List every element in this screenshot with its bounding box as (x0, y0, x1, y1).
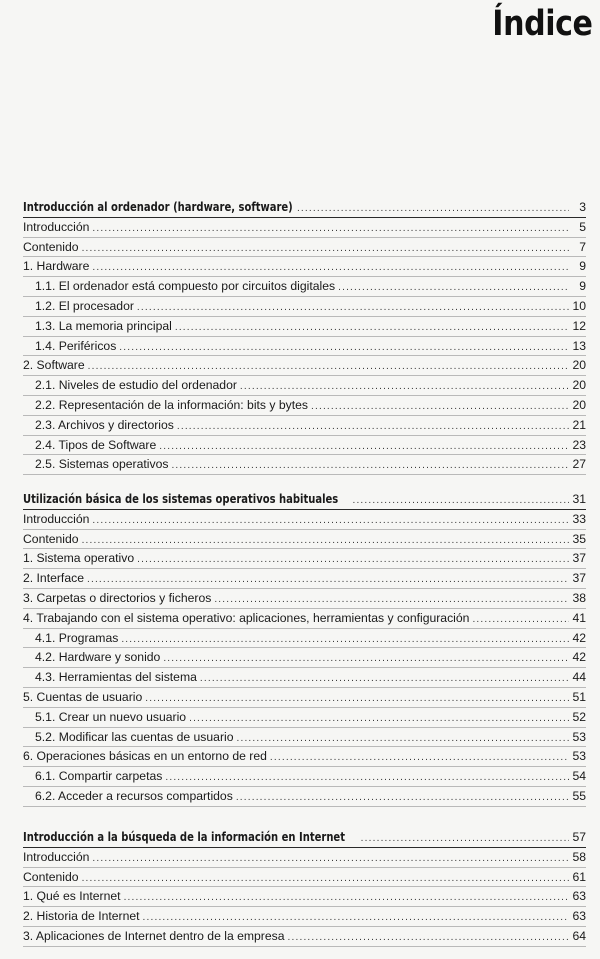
dot-leader (143, 908, 569, 928)
dot-leader (236, 788, 569, 808)
toc-entry-label: Introducción a la búsqueda de la información en Internet (23, 830, 345, 844)
dot-leader (338, 278, 569, 298)
toc-entry[interactable] (23, 848, 586, 868)
dot-leader (159, 437, 569, 457)
toc-page-number: 63 (572, 909, 586, 924)
toc-subentry[interactable] (23, 376, 586, 396)
toc-page-number: 9 (579, 259, 586, 274)
dot-leader (311, 397, 569, 417)
dot-leader (82, 239, 569, 259)
toc-entry-label: Introducción al ordenador (hardware, software) (23, 200, 293, 214)
toc-page-number: 57 (572, 830, 586, 844)
toc-entry[interactable] (23, 747, 586, 767)
toc-page-number: 52 (572, 709, 586, 724)
toc-page-number: 21 (572, 417, 586, 432)
dot-leader (237, 729, 570, 749)
toc-entry-label: 2.2. Representación de la información: bits y bytes (35, 397, 309, 412)
toc-entry-label: Contenido (23, 531, 79, 546)
toc-page-number: 27 (572, 457, 586, 472)
toc-section (23, 828, 586, 947)
toc-page-number: 35 (572, 531, 586, 546)
toc-page-number: 55 (572, 788, 586, 803)
dot-leader (87, 570, 569, 590)
toc-entry[interactable] (23, 868, 586, 888)
dot-leader (88, 357, 569, 377)
toc-page-number: 5 (579, 219, 586, 234)
toc-page-number: 41 (572, 610, 586, 625)
dot-leader (92, 511, 569, 531)
toc-entry[interactable] (23, 510, 586, 530)
toc-entry[interactable] (23, 257, 586, 277)
dot-leader (92, 258, 569, 278)
toc-page-number: 42 (572, 650, 586, 665)
toc-subentry[interactable] (23, 277, 586, 297)
toc-entry[interactable] (23, 688, 586, 708)
toc-entry-label: Contenido (23, 239, 79, 254)
toc-entry-label: 2.3. Archivos y directorios (35, 417, 174, 432)
dot-leader (177, 417, 569, 437)
toc-entry[interactable] (23, 530, 586, 550)
dot-leader (119, 338, 569, 358)
toc-entry-label: 4. Trabajando con el sistema operativo: aplicaciones, herramientas y configuración (23, 610, 470, 625)
toc-subentry[interactable] (23, 728, 586, 748)
dot-leader (189, 709, 569, 729)
toc-entry-label: 3. Carpetas o directorios y ficheros (23, 590, 212, 605)
toc-page-number: 38 (572, 590, 586, 605)
dot-leader (137, 550, 569, 570)
toc-entry-label: 3. Aplicaciones de Internet dentro de la empresa (23, 928, 285, 943)
toc-page-number: 42 (572, 630, 586, 645)
toc-page-number: 44 (572, 670, 586, 685)
dot-leader (472, 610, 569, 630)
toc-section (23, 198, 586, 475)
toc-subentry[interactable] (23, 436, 586, 456)
toc-page-number: 63 (572, 889, 586, 904)
toc-entry[interactable] (23, 907, 586, 927)
toc-page-number: 53 (572, 749, 586, 764)
toc-entry-label: 1. Qué es Internet (23, 889, 121, 904)
toc-page-number: 54 (572, 769, 586, 784)
toc-subentry[interactable] (23, 629, 586, 649)
toc-page-number: 61 (572, 869, 586, 884)
dot-leader (163, 649, 569, 669)
toc-entry-label: 1.4. Periféricos (35, 338, 117, 353)
toc-entry-label: 6. Operaciones básicas en un entorno de red (23, 749, 267, 764)
toc-page-number: 7 (579, 239, 586, 254)
toc-chapter-heading[interactable] (23, 198, 586, 218)
dot-leader (121, 630, 569, 650)
toc-entry-label: 2. Interface (23, 571, 84, 586)
dot-leader (200, 669, 569, 689)
toc-page-number: 31 (572, 492, 586, 506)
toc-chapter-heading[interactable] (23, 828, 586, 848)
dot-leader (171, 456, 569, 476)
toc-subentry[interactable] (23, 297, 586, 317)
dot-leader (82, 531, 569, 551)
toc-entry-label: 5.1. Crear un nuevo usuario (35, 709, 187, 724)
dot-leader (240, 377, 569, 397)
toc-entry-label: Introducción (23, 849, 90, 864)
toc-subentry[interactable] (23, 317, 586, 337)
toc-page-number: 3 (579, 200, 586, 214)
dot-leader (145, 689, 569, 709)
dot-leader (92, 849, 569, 869)
toc-subentry[interactable] (23, 337, 586, 357)
dot-leader (137, 298, 569, 318)
toc-subentry[interactable] (23, 416, 586, 436)
toc-entry-label: Contenido (23, 869, 79, 884)
toc-entry[interactable] (23, 589, 586, 609)
toc-entry-label: 2. Software (23, 358, 85, 373)
toc-entry-label: 1.3. La memoria principal (35, 318, 172, 333)
toc-entry[interactable] (23, 238, 586, 258)
toc-entry-label: 2.5. Sistemas operativos (35, 457, 169, 472)
dot-leader (297, 199, 569, 219)
toc-entry-label: 4.3. Herramientas del sistema (35, 670, 197, 685)
toc-page-number: 53 (572, 729, 586, 744)
toc-page-number: 37 (572, 551, 586, 566)
toc-entry-label: 1. Sistema operativo (23, 551, 135, 566)
toc-page-number: 23 (572, 437, 586, 452)
toc-entry-label: Utilización básica de los sistemas operativos habituales (23, 492, 339, 506)
toc-page-number: 33 (572, 511, 586, 526)
toc-section (23, 490, 586, 807)
dot-leader (361, 829, 569, 849)
page-title: Índice (491, 4, 592, 44)
toc-entry[interactable] (23, 218, 586, 238)
toc-subentry[interactable] (23, 787, 586, 807)
toc-entry-label: 6.2. Acceder a recursos compartidos (35, 788, 233, 803)
toc-chapter-heading[interactable] (23, 490, 586, 510)
toc-page-number: 58 (572, 849, 586, 864)
dot-leader (175, 318, 569, 338)
toc-subentry[interactable] (23, 648, 586, 668)
toc-page-number: 20 (572, 397, 586, 412)
toc-entry-label: 1. Hardware (23, 259, 90, 274)
toc-entry[interactable] (23, 927, 586, 947)
toc-entry-label: 2.4. Tipos de Software (35, 437, 157, 452)
toc-entry[interactable] (23, 549, 586, 569)
toc-page-number: 9 (579, 279, 586, 294)
toc-entry-label: 2.1. Niveles de estudio del ordenador (35, 378, 237, 393)
toc-page-number: 64 (572, 928, 586, 943)
toc-page-number: 13 (572, 338, 586, 353)
toc-entry-label: 4.2. Hardware y sonido (35, 650, 161, 665)
toc-entry-label: 1.1. El ordenador está compuesto por circuitos digitales (35, 279, 336, 294)
toc-page-number: 10 (572, 298, 586, 313)
dot-leader (124, 888, 569, 908)
toc-entry[interactable] (23, 569, 586, 589)
toc-entry-label: 2. Historia de Internet (23, 909, 140, 924)
toc-entry-label: 6.1. Compartir carpetas (35, 769, 163, 784)
toc-subentry[interactable] (23, 668, 586, 688)
dot-leader (352, 491, 569, 511)
toc-entry-label: 5.2. Modificar las cuentas de usuario (35, 729, 234, 744)
dot-leader (82, 869, 569, 889)
dot-leader (270, 748, 569, 768)
toc-entry-label: 5. Cuentas de usuario (23, 689, 143, 704)
toc-entry[interactable] (23, 887, 586, 907)
toc-subentry[interactable] (23, 455, 586, 475)
toc-entry-label: 1.2. El procesador (35, 298, 134, 313)
dot-leader (165, 768, 569, 788)
toc-entry[interactable] (23, 609, 586, 629)
toc-entry-label: Introducción (23, 219, 90, 234)
toc-page-number: 20 (572, 358, 586, 373)
toc-page-number: 37 (572, 571, 586, 586)
toc-page-number: 20 (572, 378, 586, 393)
toc-subentry[interactable] (23, 767, 586, 787)
toc-page-number: 51 (572, 689, 586, 704)
toc-subentry[interactable] (23, 396, 586, 416)
toc-page-number: 12 (572, 318, 586, 333)
toc-entry-label: Introducción (23, 511, 90, 526)
toc-entry[interactable] (23, 356, 586, 376)
dot-leader (92, 219, 569, 239)
dot-leader (288, 928, 569, 948)
dot-leader (214, 590, 569, 610)
toc-subentry[interactable] (23, 708, 586, 728)
toc-entry-label: 4.1. Programas (35, 630, 119, 645)
